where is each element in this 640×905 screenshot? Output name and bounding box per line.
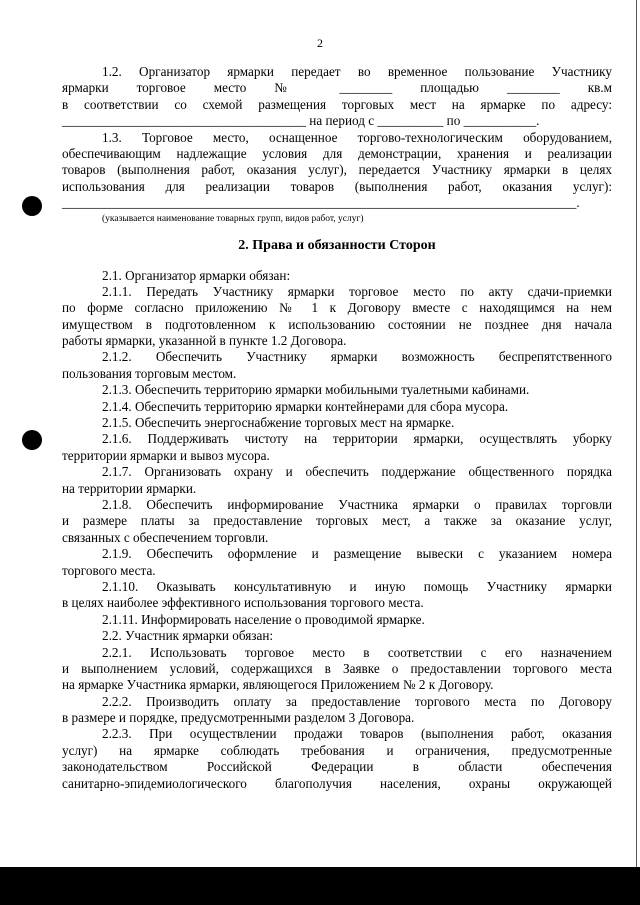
punch-hole-mark [22,430,42,450]
clause-line: ярмарки торговое место № ________ площадью ________ кв.м [62,80,612,96]
clause-line: услуг) на ярмарке соблюдать требования и ограничения, предусмотренные [62,742,612,758]
clause-line: 1.2. Организатор ярмарки передает во временное пользование Участнику [102,64,612,79]
clause-line: пользования торговым местом. [62,365,237,381]
clause-line: и размере платы за предоставление торговых мест, а также за оказание услуг, [62,513,612,529]
clause-line: на ярмарке Участника ярмарки, являющегося Приложением № 2 к Договору. [62,677,494,693]
clause-line: 2.1.10. Оказывать консультативную и иную помощь Участнику ярмарки [102,578,612,594]
clause-line: законодательством Российской Федерации в области обеспечения [62,759,612,775]
clause-line: 2.2.2. Производить оплату за предоставление торгового места по Договору [102,693,612,709]
clause-line: 2.1.2. Обеспечить Участнику ярмарки возможность беспрепятственного [102,349,612,365]
clause-line: на территории ярмарки. [62,480,197,496]
clause-line: торгового места. [62,562,156,578]
clause-line: территории ярмарки и вывоз мусора. [62,447,270,463]
clause-line: ______________________________________________________________________________. [62,195,580,211]
clause-line: товаров (выполнения работ, оказания услуг), передается Участнику ярмарки в целях [62,162,612,178]
clause-line: 2.1.9. Обеспечить оформление и размещение вывески с указанием номера [102,546,612,562]
clause-line: 2.1.7. Организовать охрану и обеспечить поддержание общественного порядка [102,464,612,480]
clause-line: в целях наиболее эффективного использования торгового места. [62,595,424,611]
clause-line: 2.2.1. Использовать торговое место в соответствии с его назначением [102,644,612,660]
clause-line: имуществом в подготовленном к использованию состоянии не позднее дня начала [62,316,612,332]
clause-line: 2.1.3. Обеспечить территорию ярмарки мобильными туалетными кабинами. [102,382,530,398]
document-body [62,64,612,792]
clause-line: в соответствии со схемой размещения торговых мест на ярмарке по адресу: [62,96,612,112]
clause-line: использования для реализации товаров (выполнения работ, оказания услуг): [62,178,612,194]
field-caption: (указывается наименование товарных групп, видов работ, услуг) [102,213,364,224]
clause-line: 2.1.8. Обеспечить информирование Участника ярмарки о правилах торговли [102,496,612,512]
clause-line: 1.3. Торговое место, оснащенное торгово-технологическим оборудованием, [102,129,612,145]
clause-line: 2.1.5. Обеспечить энергоснабжение торговых мест на ярмарке. [102,415,455,431]
clause-line: в размере и порядке, предусмотренными разделом 3 Договора. [62,710,415,726]
clause-line: 2.2.3. При осуществлении продажи товаров (выполнения работ, оказания [102,726,612,742]
section-heading: 2. Права и обязанности Сторон [238,237,436,253]
clause-line: 2.1.4. Обеспечить территорию ярмарки контейнерами для сбора мусора. [102,398,509,414]
clause-line: 2.1. Организатор ярмарки обязан: [102,267,291,283]
clause-line: _____________________________________ на период с __________ по ___________. [62,113,540,129]
clause-line: 2.1.11. Информировать население о проводимой ярмарке. [102,611,425,627]
clause-line: санитарно-эпидемиологического благополучия населения, охраны окружающей [62,775,612,791]
clause-line: связанных с обеспечением торговли. [62,529,269,545]
punch-hole-mark [22,196,42,216]
clause-line: 2.2. Участник ярмарки обязан: [102,628,274,644]
clause-line: по форме согласно приложению № 1 к Договору вместе с находящимся на нем [62,300,612,316]
scan-edge-line [636,0,637,867]
scan-bottom-border [0,867,640,905]
clause-line: обеспечивающим надлежащие условия для демонстрации, хранения и реализации [62,145,612,161]
clause-line: и выполнением условий, содержащихся в Заявке о предоставлении торгового места [62,660,612,676]
page-number: 2 [317,36,323,50]
clause-line: 2.1.6. Поддерживать чистоту на территории ярмарки, осуществлять уборку [102,431,612,447]
clause-line: 2.1.1. Передать Участнику ярмарки торговое место по акту сдачи-приемки [102,283,612,299]
clause-line: работы ярмарки, указанной в пункте 1.2 Договора. [62,333,347,349]
